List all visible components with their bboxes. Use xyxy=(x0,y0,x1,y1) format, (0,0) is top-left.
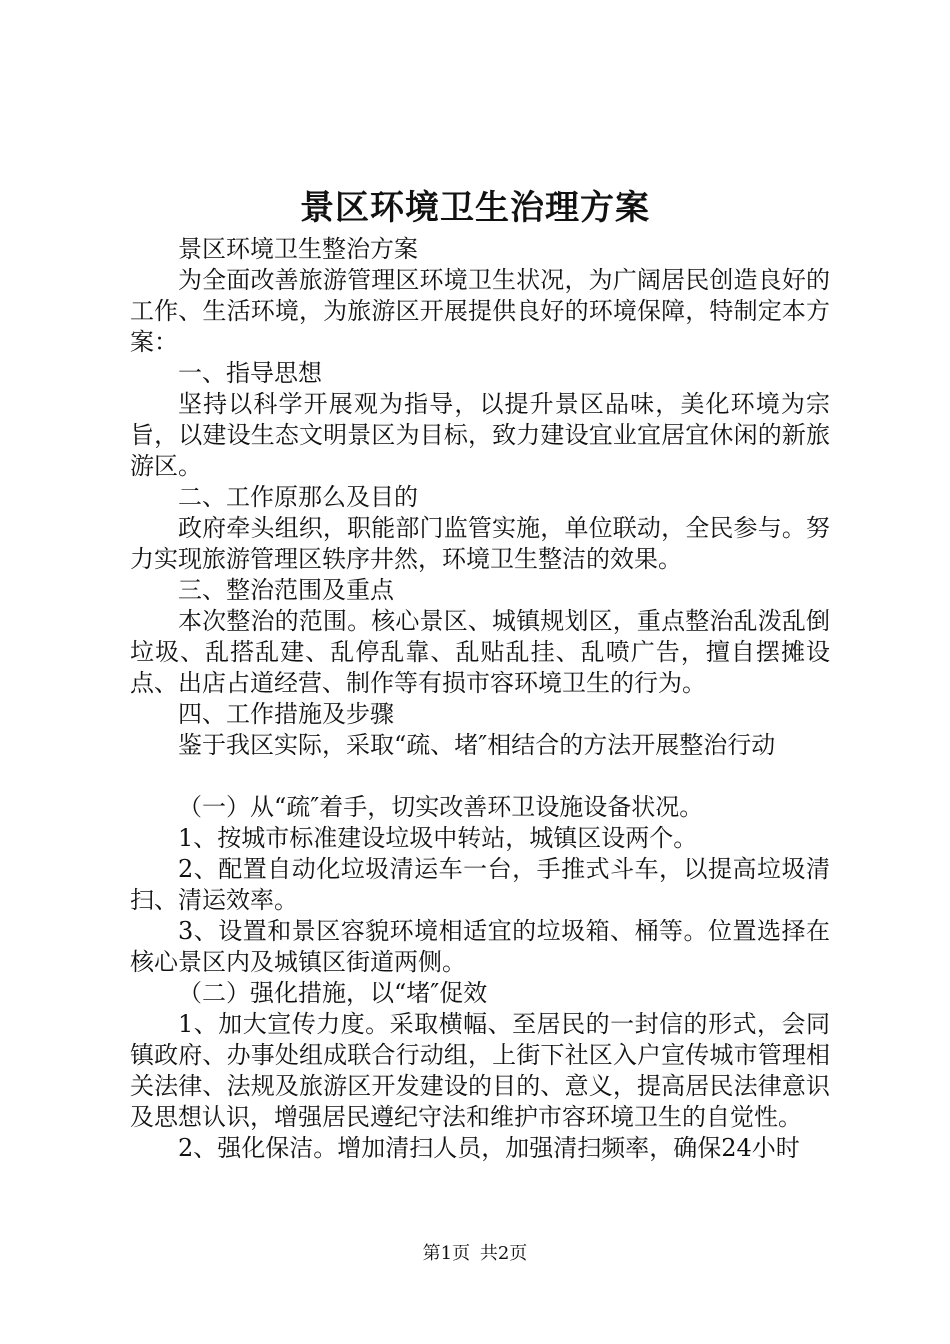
list-item-2-2: 2、强化保洁。增加清扫人员，加强清扫频率，确保24小时 xyxy=(178,1134,800,1162)
section-heading-3: 三、整治范围及重点 xyxy=(178,576,394,604)
page-total: 共2页 xyxy=(479,1243,528,1264)
page-number: 第1页 xyxy=(422,1243,471,1264)
list-item-2-1: 1、加大宣传力度。采取横幅、至居民的一封信的形式，会同镇政府、办事处组成联合行动组，上街下社区入户宣传城市管理相关法律、法规及旅游区开发建设的目的、意义，提高居民法律意识及思想认识，增强居民遵纪守法和维护市容环境卫生的自觉性。 xyxy=(130,1010,830,1131)
section-heading-2: 二、工作原那么及目的 xyxy=(178,483,418,511)
paragraph-gap xyxy=(130,761,830,792)
list-item-1-3: 3、设置和景区容貌环境相适宜的垃圾箱、桶等。位置选择在核心景区内及城镇区街道两侧。 xyxy=(130,917,830,976)
intro-paragraph: 为全面改善旅游管理区环境卫生状况，为广阔居民创造良好的工作、生活环境，为旅游区开展提供良好的环境保障，特制定本方案： xyxy=(130,266,830,356)
document-title: 景区环境卫生治理方案 xyxy=(300,188,650,228)
section-body-2: 政府牵头组织，职能部门监管实施，单位联动，全民参与。努力实现旅游管理区轶序井然，环境卫生整洁的效果。 xyxy=(130,514,830,573)
section-heading-1: 一、指导思想 xyxy=(178,359,322,387)
page-footer xyxy=(0,1241,950,1267)
list-item-1-1: 1、按城市标准建设垃圾中转站，城镇区设两个。 xyxy=(178,824,698,852)
subtitle-paragraph: 景区环境卫生整治方案 xyxy=(178,235,418,263)
section-body-4: 鉴于我区实际，采取“疏、堵″相结合的方法开展整治行动 xyxy=(178,731,776,759)
document-body xyxy=(130,234,830,1164)
subsection-heading-1: （一）从“疏″着手，切实改善环卫设施设备状况。 xyxy=(178,793,704,821)
list-item-1-2: 2、配置自动化垃圾清运车一台，手推式斗车，以提高垃圾清扫、清运效率。 xyxy=(130,855,830,914)
section-heading-4: 四、工作措施及步骤 xyxy=(178,700,394,728)
section-body-1: 坚持以科学开展观为指导，以提升景区品味，美化环境为宗旨，以建设生态文明景区为目标，致力建设宜业宜居宜休闲的新旅游区。 xyxy=(130,390,830,480)
section-body-3: 本次整治的范围。核心景区、城镇规划区，重点整治乱泼乱倒垃圾、乱搭乱建、乱停乱靠、乱贴乱挂、乱喷广告，擅自摆摊设点、出店占道经营、制作等有损市容环境卫生的行为。 xyxy=(130,607,830,697)
subsection-heading-2: （二）强化措施，以“堵″促效 xyxy=(178,979,488,1007)
